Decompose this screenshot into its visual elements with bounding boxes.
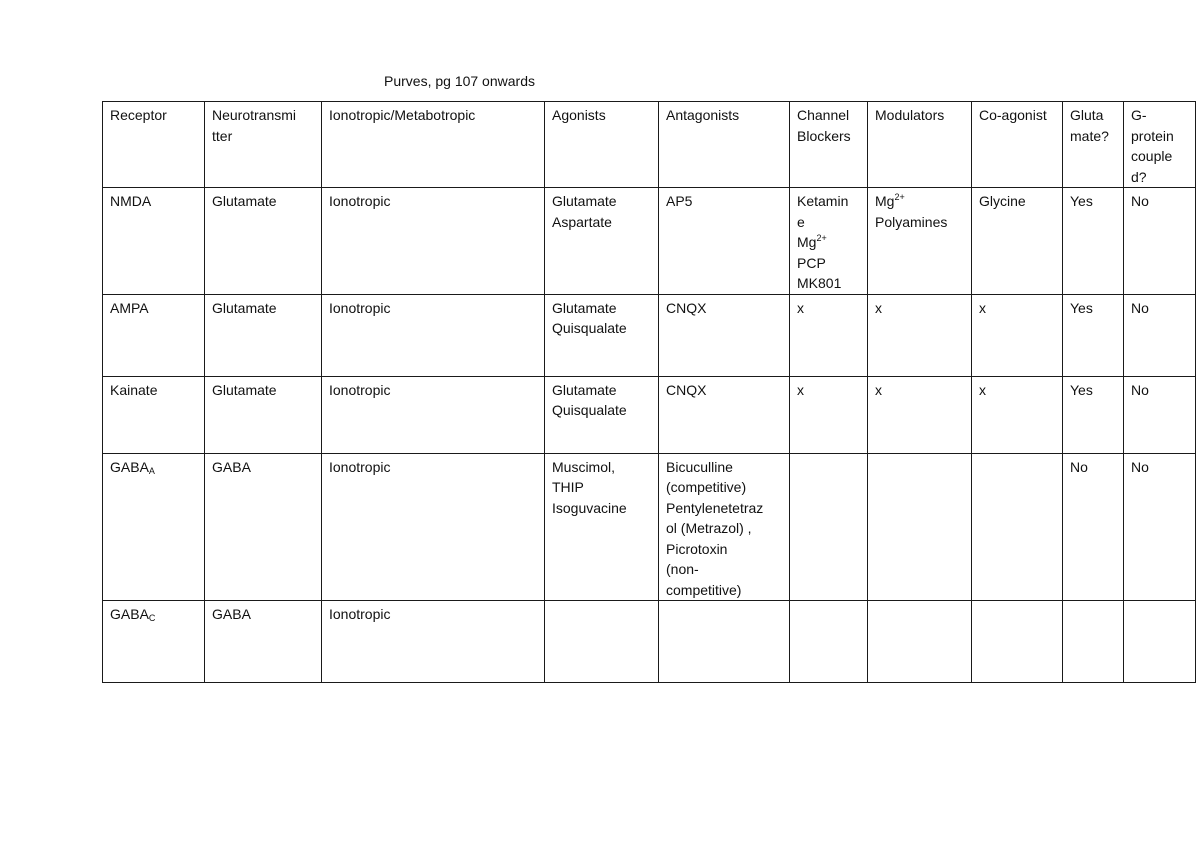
cell-gprotein [1124,601,1196,683]
cell-glutamate: No [1063,453,1124,601]
cell-channel-blockers [790,601,868,683]
cell-channel-blockers: Ketamin e $Mg^{2+}$ PCP MK801 [790,188,868,295]
cell-modulators: x [868,294,972,376]
cell-agonists: Glutamate Quisqualate [545,294,659,376]
cell-receptor: AMPA [103,294,205,376]
receptor-table [102,101,1196,683]
cell-modulators: $Mg^{2+}$ Polyamines [868,188,972,295]
table-row-kainate [103,376,1196,453]
cell-agonists: Glutamate Aspartate [545,188,659,295]
cell-antagonists: CNQX [659,294,790,376]
cell-glutamate [1063,601,1124,683]
cell-antagonists: CNQX [659,376,790,453]
cell-gprotein: No [1124,188,1196,295]
cell-channel-blockers: x [790,376,868,453]
cell-glutamate: Yes [1063,376,1124,453]
header-cell-channel-blockers: Channel Blockers [790,102,868,188]
header-row [103,102,1196,188]
header-cell-gprotein: G- protein couple d? [1124,102,1196,188]
cell-channel-blockers: x [790,294,868,376]
cell-coagonist [972,601,1063,683]
cell-agonists [545,601,659,683]
cell-neurotransmitter: Glutamate [205,376,322,453]
cell-neurotransmitter: GABA [205,453,322,601]
document-title: Purves, pg 107 onwards [384,73,535,89]
cell-type: Ionotropic [322,188,545,295]
cell-gprotein: No [1124,376,1196,453]
cell-receptor: Kainate [103,376,205,453]
cell-modulators [868,453,972,601]
cell-receptor: NMDA [103,188,205,295]
cell-modulators [868,601,972,683]
cell-agonists: Glutamate Quisqualate [545,376,659,453]
cell-modulators: x [868,376,972,453]
cell-type: Ionotropic [322,376,545,453]
header-cell-agonists: Agonists [545,102,659,188]
cell-antagonists [659,601,790,683]
header-cell-modulators: Modulators [868,102,972,188]
cell-antagonists: AP5 [659,188,790,295]
cell-coagonist [972,453,1063,601]
cell-coagonist: x [972,294,1063,376]
cell-type: Ionotropic [322,453,545,601]
cell-gprotein: No [1124,294,1196,376]
cell-neurotransmitter: Glutamate [205,294,322,376]
cell-type: Ionotropic [322,601,545,683]
cell-glutamate: Yes [1063,188,1124,295]
table-row-nmda [103,188,1196,295]
cell-receptor: $GABA_A$ [103,453,205,601]
header-cell-neurotransmitter: Neurotransmi tter [205,102,322,188]
cell-gprotein: No [1124,453,1196,601]
cell-receptor: $GABA_C$ [103,601,205,683]
cell-type: Ionotropic [322,294,545,376]
cell-antagonists: Bicuculline (competitive) Pentylenetetraz ol (Metrazol) , Picrotoxin (non- competitive) [659,453,790,601]
cell-coagonist: Glycine [972,188,1063,295]
table-row-gaba-c [103,601,1196,683]
header-cell-glutamate: Gluta mate? [1063,102,1124,188]
table-row-gaba-a [103,453,1196,601]
cell-coagonist: x [972,376,1063,453]
cell-neurotransmitter: Glutamate [205,188,322,295]
header-cell-receptor: Receptor [103,102,205,188]
cell-agonists: Muscimol, THIP Isoguvacine [545,453,659,601]
cell-neurotransmitter: GABA [205,601,322,683]
header-cell-coagonist: Co-agonist [972,102,1063,188]
header-cell-type: Ionotropic/Metabotropic [322,102,545,188]
cell-channel-blockers [790,453,868,601]
header-cell-antagonists: Antagonists [659,102,790,188]
cell-glutamate: Yes [1063,294,1124,376]
table-row-ampa [103,294,1196,376]
